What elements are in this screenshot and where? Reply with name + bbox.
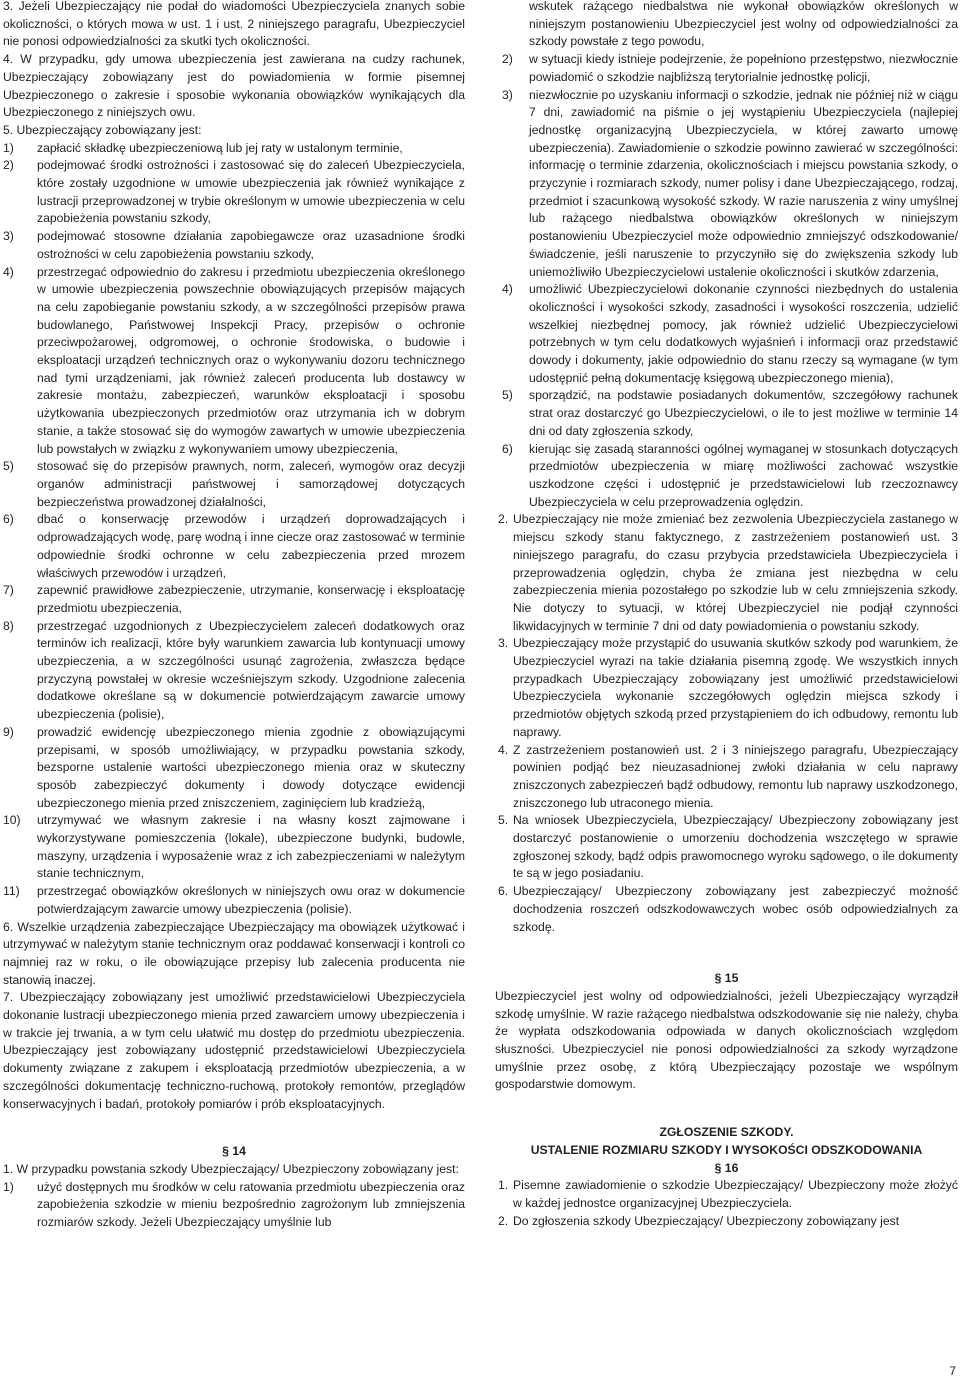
list-number: 11)	[3, 884, 20, 899]
spacer	[3, 1113, 465, 1143]
list-number: 5)	[3, 459, 14, 474]
section-14-paragraph-1: 1. W przypadku powstania szkody Ubezpieczający/ Ubezpieczony zobowiązany jest:	[3, 1162, 459, 1176]
list-item	[3, 724, 465, 813]
list-item-text: utrzymywać we własnym zakresie i na własny koszt zajmowane i wykorzystywane pomieszczenia (lokale), ubezpieczone budynki, budowle, maszyny, urządzenia i wyposażenie wraz z ich zabezpieczeniami w należytym stanie technicznym,	[37, 813, 465, 881]
heading-ustalenie: USTALENIE ROZMIARU SZKODY I WYSOKOŚCI ODSZKODOWANIA	[530, 1142, 923, 1157]
list-number: 1)	[3, 140, 14, 155]
paragraph-text: Ubezpieczający może przystąpić do usuwania skutków szkody pod warunkiem, że Ubezpieczyciel wyrazi na takie działania pisemną zgodę. We wszystkich innych przypadkach Ubezpieczający zobowiązany jest umożliwić przedstawicielowi Ubezpieczyciela wykonanie szczegółowych oględzin miejsca szkody i przedmiotów objętych szkodą przed przystąpieniem do ich odbudowy, remontu lub naprawy.	[513, 636, 958, 739]
paragraph-text: Ubezpieczający/ Ubezpieczony zobowiązany jest zabezpieczyć możność dochodzenia roszczeń odszkodowawczych wobec osób odpowiedzialnych za szkodę.	[513, 884, 958, 934]
list-number: 2)	[502, 52, 513, 67]
numbered-paragraph	[495, 812, 958, 883]
list-number: 3)	[502, 87, 513, 102]
paragraph-text: Z zastrzeżeniem postanowień ust. 2 i 3 niniejszego paragrafu, Ubezpieczający powinien podjąć bez nieuzasadnionej zwłoki działania w celu naprawy zniszczonych zabezpieczeń bądź odbudowy, remontu lub naprawy uszkodzonego, zniszczonego lub utraconego mienia.	[513, 742, 958, 810]
list-item-text: stosować się do przepisów prawnych, norm, zaleceń, wymogów oraz decyzji organów administracji państwowej i samorządowej dotyczących bezpieczeństwa prowadzonej działalności,	[37, 459, 465, 509]
spacer	[495, 1094, 958, 1124]
heading-zgloszenie: ZGŁOSZENIE SZKODY.	[659, 1125, 794, 1140]
numbered-paragraph	[495, 635, 958, 741]
list-item	[495, 281, 958, 387]
list-number: 8)	[3, 618, 14, 633]
list-item	[3, 618, 465, 724]
list-number: 10)	[3, 813, 21, 828]
list-item-text: umożliwić Ubezpieczycielowi dokonanie czynności niezbędnych do ustalenia okoliczności i wysokości szkody, zasadności i wysokości roszczenia, udzielić wszelkiej niezbędnej pomocy, jak również udzielić Ubezpieczycielowi potrzebnych w tym celu dodatkowych wyjaśnień i informacji oraz przedstawić dowody i dokumenty, jakie odpowiednio do stanu rzeczy są wymagane (w tym udostępnić pełną dokumentację księgową ubezpieczonego mienia),	[529, 282, 958, 385]
section-heading-15: § 15	[714, 971, 739, 986]
list-item	[495, 441, 958, 512]
paragraph-5-intro: 5. Ubezpieczający zobowiązany jest:	[3, 122, 202, 137]
list-number: 4)	[502, 282, 513, 297]
list-item-text: dbać o konserwację przewodów i urządzeń doprowadzających i odprowadzających wodę, parę wodną i inne ciecze oraz zastosować w terminie odpowiednie środki ochronne w celu zabezpieczenia przed mrozem właściwych przewodów i urządzeń,	[37, 512, 465, 580]
numbered-paragraph	[495, 883, 958, 936]
paragraph-text: Na wniosek Ubezpieczyciela, Ubezpieczający/ Ubezpieczony zobowiązany jest dostarczyć postanowienie o umorzeniu dochodzenia wszczętego w sprawie zgłoszonej szkody, bądź odpis prawomocnego wyroku sądowego, o ile dokumenty te są w jego posiadaniu.	[513, 813, 958, 881]
list-item	[3, 458, 465, 511]
list-number: 4)	[3, 264, 14, 279]
list-item	[3, 228, 465, 263]
spacer	[495, 936, 958, 970]
paragraph-text: Pisemne zawiadomienie o szkodzie Ubezpieczający/ Ubezpieczony może złożyć w każdej jednostce organizacyjnej Ubezpieczyciela.	[513, 1178, 958, 1210]
paragraph-number: 1.	[498, 1178, 509, 1193]
paragraph-number: 4.	[498, 742, 509, 757]
paragraph-number: 2.	[498, 512, 509, 527]
paragraph-6: 6. Wszelkie urządzenia zabezpieczające Ubezpieczający ma obowiązek użytkować i utrzymywać w należytym stanie technicznym oraz poddawać konserwacji i kontroli co najmniej raz w roku, o ile obowiązujące przepisy lub zalecenia producenta nie stanowią inaczej.	[3, 919, 465, 987]
paragraph-3: 3. Jeżeli Ubezpieczający nie podał do wiadomości Ubezpieczyciela znanych sobie okoliczności, o których mowa w ust. 1 i ust. 2 niniejszego paragrafu, Ubezpieczyciel nie ponosi odpowiedzialności za skutki tych okoliczności.	[3, 0, 465, 49]
list-item	[3, 157, 465, 228]
paragraph-text: Ubezpieczający nie może zmieniać bez zezwolenia Ubezpieczyciela zastanego w miejscu szkody stanu faktycznego, z zastrzeżeniem postanowień ust. 3 niniejszego paragrafu, do czasu przybycia przedstawiciela Ubezpieczyciela i przeprowadzenia oględzin, chyba że zmiana jest niezbędna w celu zabezpieczenia mienia pozostałego po szkodzie lub w celu zmniejszenia szkody. Nie dotyczy to sytuacji, w której Ubezpieczyciel nie podjął czynności likwidacyjnych w terminie 7 dni od daty powiadomienia o powstaniu szkody.	[513, 512, 958, 633]
page-number: 7	[949, 1364, 956, 1378]
numbered-paragraph	[495, 511, 958, 635]
paragraph-number: 2.	[498, 1213, 509, 1228]
paragraph-4: 4. W przypadku, gdy umowa ubezpieczenia jest zawierana na cudzy rachunek, Ubezpieczający zobowiązany jest do powiadomienia w formie pisemnej Ubezpieczonego o zakresie i sposobie wykonania obowiązków wynikających dla Ubezpieczonego z niniejszych owu.	[3, 52, 465, 120]
list-number: 5)	[502, 388, 513, 403]
list-number: 6)	[502, 441, 513, 456]
list-item	[3, 511, 465, 582]
list-item-text: przestrzegać uzgodnionych z Ubezpieczycielem zaleceń dodatkowych oraz terminów ich realizacji, które były warunkiem zawarcia lub kontynuacji umowy ubezpieczenia, a w szczególności usunąć zagrożenia, zwłaszcza będące przyczyną powstałej w okresie wcześniejszym szkody. Uzgodnione zalecenia dodatkowe określane są w dokumencie potwierdzającym zawarcie umowy ubezpieczenia (polisie),	[37, 618, 465, 722]
list-item-text: przestrzegać obowiązków określonych w niniejszych owu oraz w dokumencie potwierdzającym zawarcie umowy ubezpieczenia (polisie).	[37, 884, 465, 916]
list-item	[3, 883, 465, 918]
section-15-text: Ubezpieczyciel jest wolny od odpowiedzialności, jeżeli Ubezpieczający wyrządził szkodę umyślnie. W razie rażącego niedbalstwa odszkodowanie się nie należy, chyba że wypłata odszkodowania odpowiada w danych okolicznościach względom słuszności. Ubezpieczyciel nie ponosi odpowiedzialności za szkody wyrządzone umyślnie przez osobę, z którą Ubezpieczający pozostaje we wspólnym gospodarstwie domowym.	[495, 988, 958, 1092]
list-item	[3, 264, 465, 459]
list-item-text: zapłacić składkę ubezpieczeniową lub jej raty w ustalonym terminie,	[37, 140, 403, 155]
list-item-text: przestrzegać odpowiednio do zakresu i przedmiotu ubezpieczenia określonego w umowie ubezpieczenia powszechnie obowiązujących przepisów mających na celu zapobieganie powstaniu szkody, a w szczególności przepisów prawa budowlanego, Państwowej Inspekcji Pracy, przepisów o ochronie przeciwpożarowej, odgromowej, o ochronie środowiska, o budowie i eksploatacji urządzeń technicznych oraz o wykonywaniu dozoru technicznego nad tymi urządzeniami, jak również zaleceń producenta lub dostawcy w zakresie montażu, zabezpieczeń, warunków eksploatacji i sposobu użytkowania ubezpieczonych przedmiotów oraz utrzymania ich w dobrym stanie, a także stosować się do wymogów zawartych w umowie ubezpieczenia lub powstałych w związku z wykonywaniem umowy ubezpieczenia,	[37, 264, 465, 456]
list-item	[495, 51, 958, 86]
list-number: 2)	[3, 158, 14, 173]
list-item-text: sporządzić, na podstawie posiadanych dokumentów, szczegółowy rachunek strat oraz dostarczyć go Ubezpieczycielowi, o ile to jest możliwe w terminie 14 dni od daty zgłoszenia szkody,	[529, 388, 958, 438]
paragraph-number: 5.	[498, 813, 509, 828]
paragraph-number: 6.	[498, 884, 509, 899]
list-item-text: podejmować środki ostrożności i zastosować się do zaleceń Ubezpieczyciela, które zostały uzgodnione w umowie ubezpieczenia jak również wynikające z lustracji przeprowadzonej w trybie określonym w umowie ubezpieczenia w celu zapobieżenia powstaniu szkody,	[37, 158, 465, 226]
list-item-text: kierując się zasadą staranności ogólnej wymaganej w stosunkach dotyczących przedmiotów ubezpieczenia w miarę możliwości zachować wszystkie uszkodzone części i udostępnić je przedstawicielowi lub rzeczoznawcy Ubezpieczyciela w celu przeprowadzenia oględzin.	[529, 441, 958, 509]
list-number: 7)	[3, 583, 14, 598]
list-item-continuation	[495, 0, 958, 51]
list-item-text: podejmować stosowne działania zapobiegawcze oraz uzasadnione środki ostrożności w celu zapobieżenia powstaniu szkody,	[37, 229, 465, 261]
list-item-text: wskutek rażącego niedbalstwa nie wykonał obowiązków określonych w niniejszym postanowieniu Ubezpieczyciel jest wolny od odpowiedzialności za szkody powstałe z tego powodu,	[529, 0, 958, 49]
list-item	[3, 812, 465, 883]
list-item-text: niezwłocznie po uzyskaniu informacji o szkodzie, jednak nie później niż w ciągu 7 dni, zawiadomić na piśmie o jej wystąpieniu Ubezpieczyciela (najlepiej jednostkę organizacyjną Ubezpieczyciela, w której zawarto umowę ubezpieczenia). Zawiadomienie o szkodzie powinno zawierać w szczególności: informację o terminie zdarzenia, okolicznościach i miejscu powstania szkody, o przyczynie i rozmiarach szkody, numer polisy i dane Ubezpieczającego, rodzaj, przedmiot i szacunkową wysokość szkody. W razie naruszenia z winy umyślnej lub rażącego niedbalstwa obowiązków określonych w niniejszym postanowieniu Ubezpieczyciel może odpowiednio zmniejszyć odszkodowanie/ świadczenie, jeśli naruszenie to przyczyniło się do zwiększenia szkody lub uniemożliwiło Ubezpieczycielowi ustalenie okoliczności i skutków zdarzenia,	[529, 87, 958, 279]
paragraph-7: 7. Ubezpieczający zobowiązany jest umożliwić przedstawicielowi Ubezpieczyciela dokonanie lustracji ubezpieczonego mienia przed zawarciem umowy ubezpieczenia i w trakcie jej trwania, a w tym celu ułatwić mu dostęp do przedmiotu ubezpieczenia. Ubezpieczający jest zobowiązany udostępnić przedstawicielowi Ubezpieczyciela dokumenty związane z zakupem i eksploatacją przedmiotów ubezpieczenia, a w szczególności dokumentację techniczno-ruchową, protokoły remontów, przeglądów konserwacyjnych i badań, protokoły pomiarów i prób eksploatacyjnych.	[3, 990, 465, 1111]
numbered-paragraph	[495, 1213, 958, 1231]
list-number: 1)	[3, 1179, 14, 1194]
paragraph-number: 3.	[498, 636, 509, 651]
section-heading-16: § 16	[714, 1160, 739, 1175]
section-heading-14: § 14	[222, 1144, 246, 1159]
list-number: 9)	[3, 724, 14, 739]
right-column	[495, 0, 958, 1230]
numbered-paragraph	[495, 1177, 958, 1212]
list-item-text: użyć dostępnych mu środków w celu ratowania przedmiotu ubezpieczenia oraz zapobieżenia szkodzie w mieniu bezpośrednio zagrożonym lub zmniejszenia rozmiarów szkody. Jeżeli Ubezpieczający umyślnie lub	[37, 1179, 465, 1230]
left-column	[3, 0, 465, 1232]
list-number: 6)	[3, 512, 14, 527]
list-item	[3, 1179, 465, 1232]
list-item-text: w sytuacji kiedy istnieje podejrzenie, że popełniono przestępstwo, niezwłocznie powiadomić o szkodzie najbliższą terytorialnie jednostkę policji,	[529, 52, 958, 84]
list-item-text: prowadzić ewidencję ubezpieczonego mienia zgodnie z obowiązującymi przepisami, w sposób umożliwiający, w przypadku powstania szkody, bezsporne ustalenie wartości ubezpieczonego mienia oraz w skuteczny sposób zabezpieczyć dokumenty i dowody dotyczące ewidencji ubezpieczonego mienia przed zniszczeniem, zaginięciem lub kradzieżą,	[37, 724, 465, 810]
list-item	[495, 387, 958, 440]
list-number: 3)	[3, 229, 14, 244]
list-item	[3, 140, 465, 158]
numbered-paragraph	[495, 742, 958, 813]
list-item	[495, 87, 958, 282]
list-item-text: zapewnić prawidłowe zabezpieczenie, utrzymanie, konserwację i eksploatację przedmiotu ubezpieczenia,	[37, 583, 465, 615]
list-item	[3, 582, 465, 617]
paragraph-text: Do zgłoszenia szkody Ubezpieczający/ Ubezpieczony zobowiązany jest	[513, 1213, 900, 1228]
